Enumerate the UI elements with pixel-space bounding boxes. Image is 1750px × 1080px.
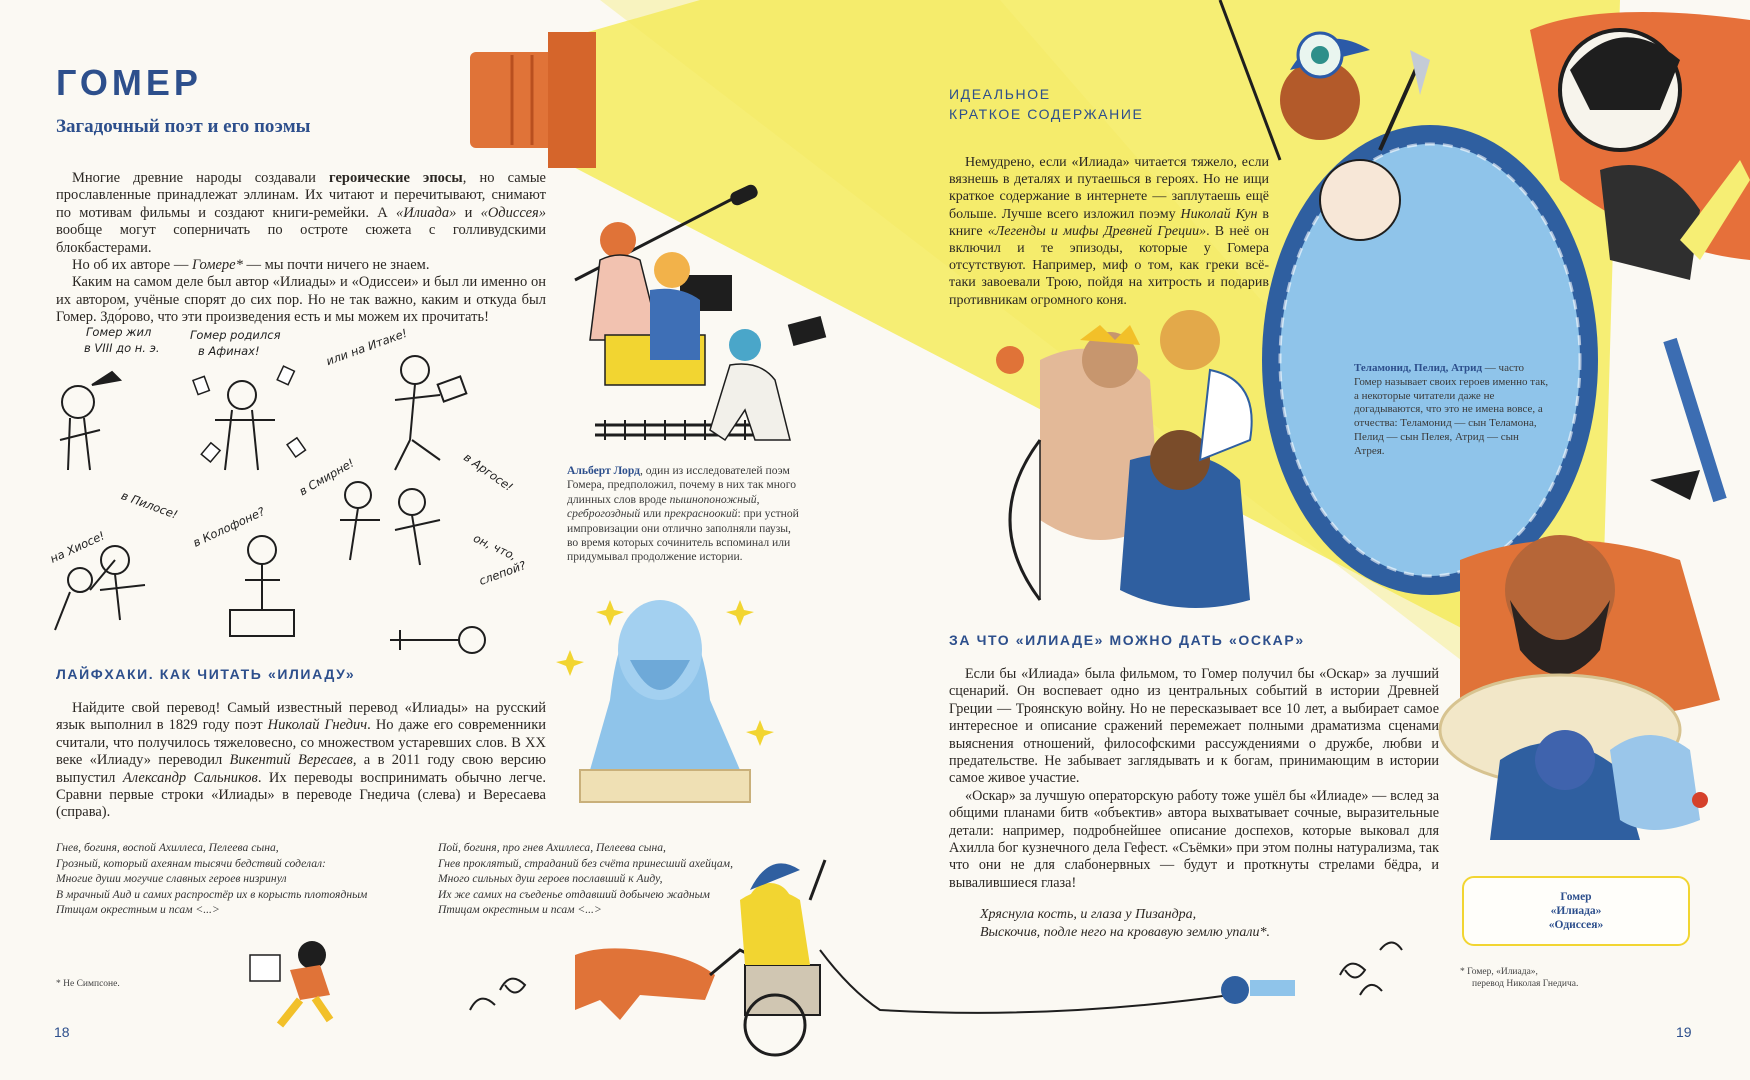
works-box: Гомер «Илиада» «Одиссея» — [1462, 876, 1690, 946]
handwritten-label: слепой? — [477, 558, 528, 588]
intro-paragraph-2: Но об их авторе — Гомере* — мы почти ничего не знаем. — [72, 257, 430, 274]
oscar-paragraph-2: «Оскар» за лучшую операторскую работу тоже ушёл бы «Илиаде» — вслед за общими планами битв «объектив» автора выхватывает сочные, выразительные детали: например, подробнейшее описание доспехов, которые выковал для Ахилла бог кузнечного дела Гефест. «Съёмки» при этом полны натурализма, так что они не для слабонервных — будут и проткнуты стрелами бёдра, и вывалившиеся глаза! — [949, 787, 1439, 891]
handwritten-label: или на Итаке! — [324, 325, 409, 369]
handwritten-label: на Хиосе! — [47, 528, 107, 566]
page-subtitle: Загадочный поэт и его поэмы — [56, 116, 311, 137]
footnote-right: * Гомер, «Илиада», перевод Николая Гнедича. — [1460, 967, 1579, 989]
homer-debate-sketches — [55, 356, 485, 653]
oscar-paragraph-1: Если бы «Илиада» была фильмом, то Гомер получил бы «Оскар» за лучший сценарий. Он воспевает одно из центральных событий в истории Древней Греции — Троянскую войну. Но не пересказывает все 10 лет, а выбирает самое интересное и описание сражений перемежает полными драматизма сценами выяснения отношений, философскими рассуждениями о дружбе, любви и предательстве. Не забывает заглядывать и к богам, принимающим в истории самое живое участие. — [949, 666, 1439, 787]
albert-lord-caption: Альберт Лорд, один из исследователей поэм Гомера, предположил, почему в них так много длинных слов вроде пышнопоножный, среброгоздный или прекрасноокий: при устной импровизации они отлично заполняли паузы, во время которых сочинитель вспоминал или придумывал продолжение истории. — [567, 464, 799, 564]
handwritten-label: Гомер жил — [86, 325, 152, 339]
shield-illustration — [1262, 125, 1598, 595]
handwritten-label: в VIII до н. э. — [84, 341, 160, 355]
running-reader-illustration — [250, 941, 330, 1025]
handwritten-label: в Смирне! — [296, 455, 357, 499]
oscar-heading: ЗА ЧТО «ИЛИАДЕ» МОЖНО ДАТЬ «ОСКАР» — [949, 632, 1305, 648]
handwritten-label: он, что, — [471, 530, 519, 564]
summary-text: Немудрено, если «Илиада» читается тяжело, если вязнешь в деталях и путаешься в героях. Но не ищи краткое содержание в интернете — заплутаешь ещё больше. Лучше всего изложил поэму Николай Кун в книге «Легенды и мифы Древней Греции». В неё он включил и те эпизоды, которые у Гомера отсутствуют. Например, миф о том, как греки всё-таки завоевали Трою, пойдя на хитрость и подарив противникам огромного коня. — [949, 155, 1270, 308]
handwritten-label: в Афинах! — [198, 344, 260, 358]
flying-papers — [193, 366, 306, 462]
handwritten-label: в Колофоне? — [190, 504, 267, 550]
page-number-right: 19 — [1676, 1024, 1692, 1040]
projector-icon — [470, 32, 596, 168]
lifehack-text: Найдите свой перевод! Самый известный перевод «Илиады» на русский язык выполнил в 1829 году поэт Николай Гнедич. Но даже его современники считали, что получилось тяжеловесно, со множеством устаревших слов. В XX веке «Илиаду» переводил Викентий Вересаев, а в 2011 году свою версию выпустил Александр Сальников. Их переводы воспринимать обычно легче. Сравни первые строки «Илиады» в переводе Гнедича (слева) и Вересаева (справа). — [56, 700, 546, 821]
intro-paragraph-3: Каким на самом деле был автор «Илиады» и «Одиссеи» и был ли именно он их автором, учёные спорят до сих пор. Но не так важно, каким и откуда был Гомер. Здо́рово, что эти произведения есть и мы можем их прочитать! — [56, 274, 546, 326]
handwritten-label: в Пилосе! — [119, 488, 180, 522]
page-title: ГОМЕР — [56, 62, 202, 103]
quote-veresaev: Пой, богиня, про гнев Ахиллеса, Пелеева сына, Гнев проклятый, страданий без счёта принесший ахейцам, Много сильных душ героев пославший к Аиду, Их же самих на съеденье отдавший добычею жадным Птицам окрестным и псам <...> — [438, 841, 733, 917]
intro-paragraph-1: Многие древние народы создавали героические эпосы, но самые прославленные принадлежат эллинам. Их читают и перечитывают, снимают по мотивам фильмы и создают книги-ремейки. А «Илиада» и «Одиссея» вообще могут соперничать по остроте сюжета с голливудскими блокбастерами. — [56, 170, 546, 256]
oscar-text — [949, 666, 1439, 892]
iliad-verse: Хряснула кость, и глаза у Пизандра, Выскочив, подле него на кровавую землю упали*. — [980, 907, 1271, 940]
homer-bust-illustration — [556, 600, 774, 802]
intro-text — [56, 170, 546, 327]
quote-gnedich: Гнев, богиня, воспой Ахиллеса, Пелеева сына, Грозный, который ахеянам тысячи бедствий соделал: Многие души могучие славных героев низринул В мрачный Аид и самих распростёр их в корысть плотоядным Птицам окрестным и псам <...> — [56, 841, 368, 917]
handwritten-label: Гомер родился — [190, 328, 281, 342]
page-number-left: 18 — [54, 1024, 70, 1040]
footnote-left: * Не Симпсоне. — [56, 979, 120, 989]
lifehack-heading: ЛАЙФХАКИ. КАК ЧИТАТЬ «ИЛИАДУ» — [56, 666, 356, 682]
shield-caption: Теламонид, Пелид, Атрид — часто Гомер называет своих героев именно так, а некоторые читатели даже не догадываются, что это не имена вовсе, а отчества: Теламонид — сын Теламона, Пелид — сын Пелея, Атрид — сын Атрея. — [1354, 362, 1549, 457]
handwritten-label: в Аргосе! — [461, 450, 516, 494]
summary-heading: ИДЕАЛЬНОЕ КРАТКОЕ СОДЕРЖАНИЕ — [949, 86, 1144, 122]
